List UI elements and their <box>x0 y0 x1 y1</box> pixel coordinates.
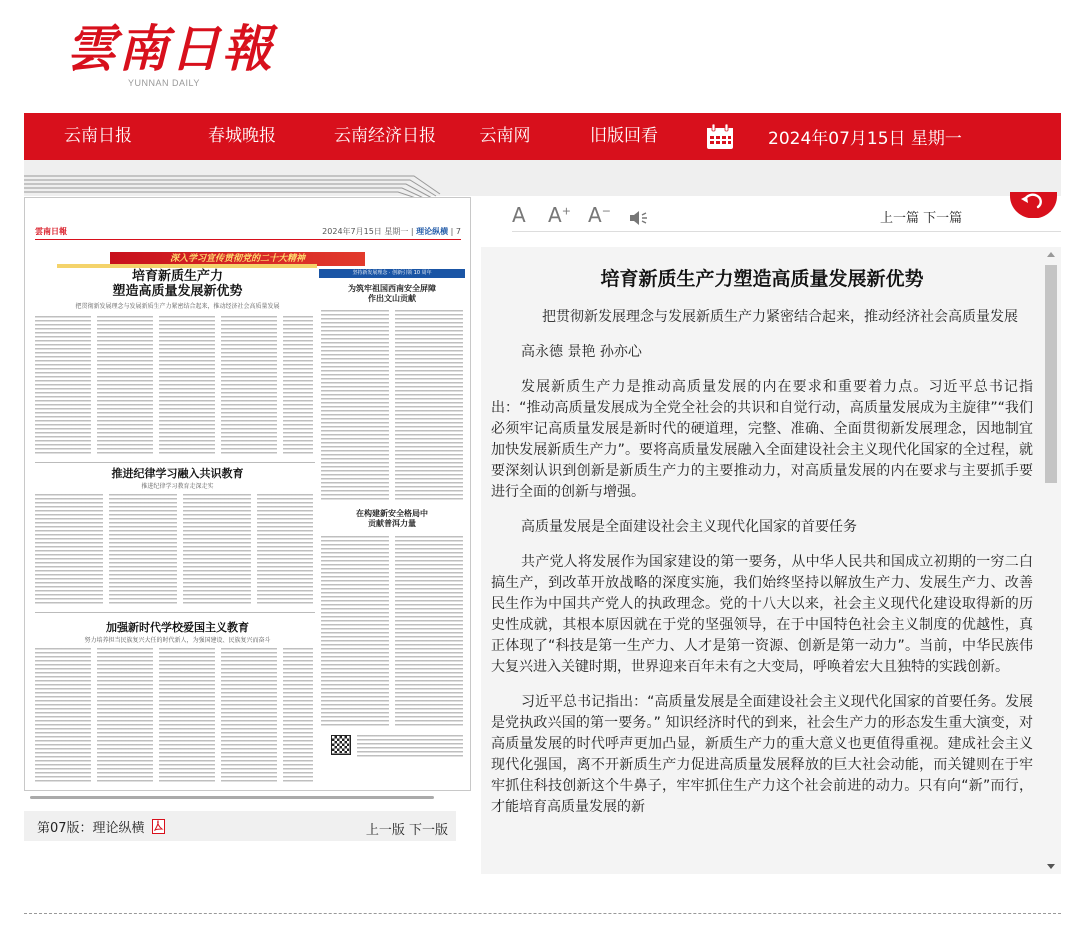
story2-text-col <box>257 494 313 604</box>
calendar-icon[interactable] <box>696 113 744 160</box>
side-story-bar: 坚持新发展理念 · 创新引领 10 周年 <box>319 269 465 278</box>
divider <box>35 612 315 613</box>
nav-yunnan-daily[interactable]: 云南日报 <box>64 126 132 146</box>
paper-shadow <box>30 796 434 799</box>
paper-page-number: 7 <box>455 227 461 236</box>
paper-stack-lines <box>24 170 444 200</box>
article-section-heading: 高质量发展是全面建设社会主义现代化国家的首要任务 <box>521 519 857 535</box>
scroll-down-arrow-icon[interactable] <box>1047 864 1055 869</box>
side2-title-line2[interactable]: 贡献普洱力量 <box>368 519 416 528</box>
paper-banner: 深入学习宣传贯彻党的二十大精神 <box>110 252 365 266</box>
paper-logo: 雲南日報 <box>35 227 67 236</box>
story1-subtitle: 把贯彻新发展理念与发展新质生产力紧密结合起来，推动经济社会高质量发展 <box>75 303 280 310</box>
story2-subtitle: 推进纪律学习教育走深走实 <box>141 483 214 490</box>
site-logo[interactable] <box>66 14 274 96</box>
divider <box>35 462 315 463</box>
story3-text-col <box>221 648 277 783</box>
side2-title-line1[interactable]: 在构建新安全格局中 <box>356 509 428 518</box>
top-nav <box>24 113 1061 160</box>
prev-article-link[interactable]: 上一篇 <box>880 211 920 226</box>
side2-text-col <box>395 536 463 726</box>
paper-meta: 2024年7月15日 星期一 | 理论纵横 | 7 <box>322 227 461 236</box>
logo-english: YUNNAN DAILY <box>128 78 200 88</box>
story2-text-col <box>183 494 251 604</box>
imprint-text <box>357 735 463 757</box>
article-author: 高永德 景艳 孙亦心 <box>521 344 642 360</box>
font-normal-button[interactable]: A <box>512 203 526 227</box>
bottom-divider <box>24 913 1061 914</box>
side-story-text-col <box>321 310 389 500</box>
story1-text-col <box>159 316 215 456</box>
nav-yunnan-economic-daily[interactable]: 云南经济日报 <box>334 126 436 146</box>
story3-title[interactable]: 加强新时代学校爱国主义教育 <box>106 621 249 634</box>
article-panel <box>481 247 1061 874</box>
font-increase-label: A <box>548 203 562 227</box>
story3-text-col <box>159 648 215 783</box>
story3-text-col <box>35 648 91 783</box>
next-article-link[interactable]: 下一篇 <box>923 211 963 226</box>
story1-text-col <box>221 316 277 456</box>
next-edition-link[interactable]: 下一版 <box>408 823 448 838</box>
story1-text-col <box>97 316 153 456</box>
article-title: 培育新质生产力塑造高质量发展新优势 <box>600 268 924 290</box>
font-decrease-button[interactable]: A− <box>588 203 611 227</box>
font-increase-button[interactable]: A+ <box>548 203 571 227</box>
article-paragraph: 发展新质生产力是推动高质量发展的内在要求和重要着力点。习近平总书记指出：“推动高质量发展成为全党全社会的共识和自觉行动，高质量发展成为主旋律”“我们必须牢记高质量发展是新时代的硬道理，完整、准确、全面贯彻新发展理念，因地制宜加快发展新质生产力”。要将高质量发展融入全面建设社会主义现代化国家的全过程，就要深刻认识到创新是新质生产力的主要推动力，对高质量发展的内在要求与主要抓手要进行全面的创新与增强。 <box>491 379 1033 500</box>
prev-edition-link[interactable]: 上一版 <box>365 823 405 838</box>
edition-nav <box>366 819 448 838</box>
font-decrease-label: A <box>588 203 602 227</box>
article-content <box>491 265 1033 818</box>
story3-subtitle: 努力培养担当民族复兴大任的时代新人，为强国建设、民族复兴而奋斗 <box>84 637 271 644</box>
scroll-up-arrow-icon[interactable] <box>1047 252 1055 257</box>
story1-text-col <box>35 316 91 456</box>
side-story-title-line1[interactable]: 为筑牢祖国西南安全屏障 <box>348 284 436 293</box>
side2-text-col <box>321 536 389 726</box>
article-paragraph: 习近平总书记指出：“高质量发展是全面建设社会主义现代化国家的首要任务。发展是党执政兴国的第一要务。” 知识经济时代的到来，社会生产力的形态发生重大演变，对高质量发展的时代呼声更加凸显，新质生产力的重大意义也更值得重视。建成社会主义现代化强国，离不开新质生产力促进高质量发展释放的巨大社会动能，而关键则在于牢牢抓住科技创新这个牛鼻子，牢牢抓住生产力这个社会前进的动力。只有向“新”而行，才能培育高质量发展的新 <box>491 694 1033 815</box>
speaker-icon[interactable] <box>628 207 648 231</box>
article-nav <box>880 207 962 226</box>
current-date[interactable]: 2024年07月15日 星期一 <box>768 129 962 149</box>
newspaper-page-image[interactable] <box>24 197 471 791</box>
story1-title-line1[interactable]: 培育新质生产力 <box>131 269 223 284</box>
story3-text-col <box>97 648 153 783</box>
story1-title-line2[interactable]: 塑造高质量发展新优势 <box>112 284 243 299</box>
story2-text-col <box>35 494 103 604</box>
article-scrollbar[interactable] <box>1044 249 1058 872</box>
side-story-text-col <box>395 310 463 500</box>
scroll-thumb[interactable] <box>1045 265 1057 483</box>
nav-old-edition[interactable]: 旧版回看 <box>590 126 658 146</box>
paper-date: 2024年7月15日 星期一 <box>322 227 409 236</box>
article-toolbar <box>512 199 1061 232</box>
back-arrow-icon[interactable] <box>1010 192 1057 218</box>
edition-label[interactable]: 第07版：理论纵横 <box>37 820 145 836</box>
story1-text-col <box>283 316 313 456</box>
nav-chuncheng-evening[interactable]: 春城晚报 <box>208 126 276 146</box>
paper-header <box>35 226 461 240</box>
story2-text-col <box>109 494 177 604</box>
qr-code <box>331 735 351 755</box>
story2-title[interactable]: 推进纪律学习融入共识教育 <box>111 467 244 480</box>
edition-footer <box>24 811 456 841</box>
paper-banner-stripe <box>57 264 317 268</box>
paper-section: 理论纵横 <box>416 227 449 236</box>
article-subtitle: 把贯彻新发展理念与发展新质生产力紧密结合起来，推动经济社会高质量发展 <box>542 309 1018 325</box>
logo-chinese: 雲南日報 <box>66 19 274 78</box>
article-paragraph: 共产党人将发展作为国家建设的第一要务，从中华人民共和国成立初期的一穷二白搞生产，到改革开放战略的深度实施，我们始终坚持以解放生产力、发展生产力、改善民生作为中国共产党人的执政理念。党的十八大以来，社会主义现代化建设取得新的历史性成就，其根本原因就在于党的坚强领导，在于中国特色社会主义制度的优越性，真正体现了“科技是第一生产力、人才是第一资源、创新是第一动力”。当前，中华民族伟大复兴进入关键时期，世界迎来百年未有之大变局，呼唤着宏大且独特的实践创新。 <box>491 554 1033 675</box>
side-story-title-line2[interactable]: 作出文山贡献 <box>368 294 416 303</box>
story3-text-col <box>283 648 313 783</box>
nav-yunnan-net[interactable]: 云南网 <box>479 126 531 146</box>
pdf-icon[interactable] <box>151 819 166 834</box>
